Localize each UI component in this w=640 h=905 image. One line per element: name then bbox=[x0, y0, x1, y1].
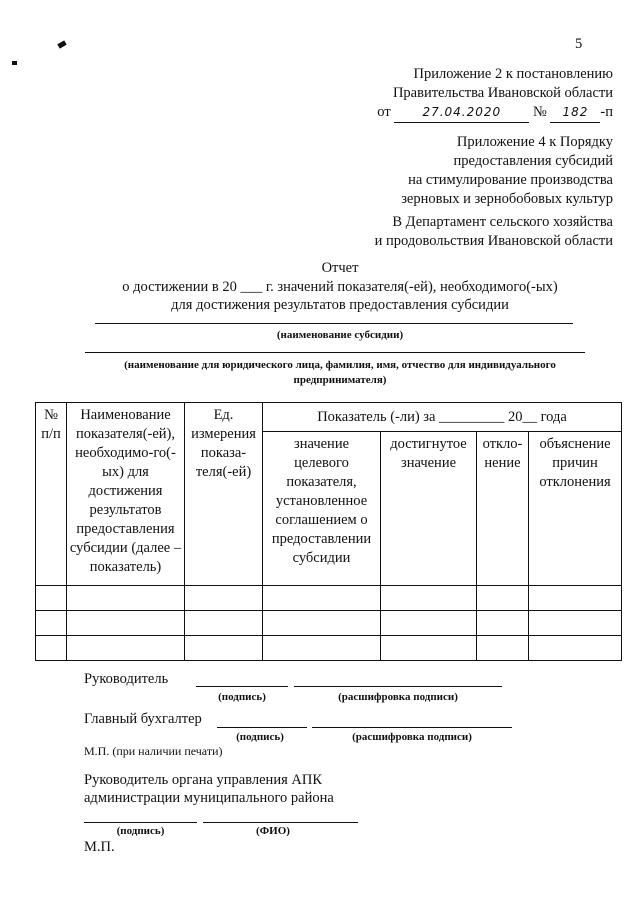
apk-fio-line[interactable] bbox=[203, 822, 358, 823]
cell-reason[interactable] bbox=[529, 636, 622, 661]
apk-fio-caption: (ФИО) bbox=[256, 825, 290, 837]
accountant-decode-line[interactable] bbox=[312, 727, 512, 728]
addressee-line: и продовольствия Ивановской области bbox=[374, 233, 613, 249]
apk-head-line2: администрации муниципального района bbox=[84, 790, 334, 806]
recipient-caption-line2: предпринимателя) bbox=[293, 374, 387, 386]
header-num: № п/п bbox=[36, 403, 67, 586]
cell-unit[interactable] bbox=[185, 636, 263, 661]
report-subtitle-line2: для достижения результатов предоставления субсидии bbox=[171, 297, 509, 313]
head-sign-caption: (подпись) bbox=[218, 691, 266, 703]
accountant-sign-caption: (подпись) bbox=[236, 731, 284, 743]
head-decode-caption: (расшифровка подписи) bbox=[338, 691, 458, 703]
table-row bbox=[36, 611, 622, 636]
cell-num[interactable] bbox=[36, 611, 67, 636]
number-prefix: № bbox=[532, 104, 547, 120]
head-decode-line[interactable] bbox=[294, 686, 502, 687]
accountant-decode-caption: (расшифровка подписи) bbox=[352, 731, 472, 743]
header-indicator-name: Наименование показателя(-ей), необходимо-го(-ых) для достижения результатов предоставления субсидии (далее – показатель) bbox=[67, 403, 185, 586]
appendix-2-line1: Приложение 2 к постановлению bbox=[413, 66, 613, 82]
appendix-2-block bbox=[293, 65, 613, 123]
date-value: 27.04.2020 bbox=[394, 103, 529, 123]
cell-reason[interactable] bbox=[529, 611, 622, 636]
appendix-4-line: зерновых и зернобобовых культур bbox=[401, 191, 613, 207]
cell-target[interactable] bbox=[263, 636, 381, 661]
head-label: Руководитель bbox=[84, 671, 169, 687]
header-achieved-value: достигнутое значение bbox=[381, 432, 477, 586]
header-target-value: значение целевого показателя, установленное соглашением о предоставлении субсидии bbox=[263, 432, 381, 586]
cell-unit[interactable] bbox=[185, 611, 263, 636]
stamp-optional bbox=[84, 744, 222, 758]
page-number: 5 bbox=[575, 36, 583, 52]
date-prefix: от bbox=[377, 104, 391, 120]
header-unit: Ед. измерения показа-теля(-ей) bbox=[185, 403, 263, 586]
scan-mark bbox=[57, 40, 66, 48]
cell-deviation[interactable] bbox=[477, 611, 529, 636]
accountant-label: Главный бухгалтер bbox=[84, 711, 202, 727]
cell-deviation[interactable] bbox=[477, 636, 529, 661]
number-value: 182 bbox=[550, 103, 600, 123]
addressee-block bbox=[273, 213, 613, 251]
number-suffix: -п bbox=[600, 104, 613, 120]
cell-target[interactable] bbox=[263, 586, 381, 611]
cell-target[interactable] bbox=[263, 611, 381, 636]
cell-deviation[interactable] bbox=[477, 586, 529, 611]
appendix-2-date-line bbox=[293, 103, 613, 123]
cell-name[interactable] bbox=[67, 586, 185, 611]
apk-head-line1: Руководитель органа управления АПК bbox=[84, 772, 322, 788]
cell-reason[interactable] bbox=[529, 586, 622, 611]
appendix-2-line2: Правительства Ивановской области bbox=[392, 85, 613, 101]
report-title: Отчет bbox=[321, 260, 359, 276]
report-table bbox=[35, 402, 622, 661]
report-subtitle-line1: о достижении в 20 ___ г. значений показателя(-ей), необходимого(-ых) bbox=[122, 279, 558, 295]
cell-name[interactable] bbox=[67, 611, 185, 636]
appendix-4-line: Приложение 4 к Порядку bbox=[456, 134, 613, 150]
subsidy-caption: (наименование субсидии) bbox=[276, 329, 404, 341]
cell-achieved[interactable] bbox=[381, 611, 477, 636]
apk-stamp: М.П. bbox=[84, 839, 115, 855]
head-signature-line[interactable] bbox=[196, 686, 288, 687]
header-deviation-reason: объяснение причин отклонения bbox=[529, 432, 622, 586]
table-row bbox=[36, 636, 622, 661]
cell-achieved[interactable] bbox=[381, 636, 477, 661]
header-indicator-period: Показатель (-ли) за _________ 20__ года bbox=[263, 403, 622, 432]
cell-unit[interactable] bbox=[185, 586, 263, 611]
stamp-optional-text: М.П. (при наличии печати) bbox=[84, 744, 223, 758]
cell-name[interactable] bbox=[67, 636, 185, 661]
addressee-line: В Департамент сельского хозяйства bbox=[392, 214, 613, 230]
table-row bbox=[36, 586, 622, 611]
apk-sign-caption: (подпись) bbox=[116, 825, 165, 837]
recipient-caption-line1: (наименование для юридического лица, фамилия, имя, отчество для индивидуального bbox=[124, 359, 556, 371]
cell-achieved[interactable] bbox=[381, 586, 477, 611]
appendix-4-block bbox=[293, 133, 613, 209]
recipient-name-line[interactable] bbox=[85, 352, 585, 353]
appendix-4-line: на стимулирование производства bbox=[408, 172, 613, 188]
scan-mark bbox=[12, 61, 17, 65]
accountant-signature-line[interactable] bbox=[217, 727, 307, 728]
appendix-4-line: предоставления субсидий bbox=[453, 153, 613, 169]
cell-num[interactable] bbox=[36, 586, 67, 611]
header-deviation: откло-нение bbox=[477, 432, 529, 586]
cell-num[interactable] bbox=[36, 636, 67, 661]
subsidy-name-line[interactable] bbox=[95, 323, 573, 324]
apk-signature-line[interactable] bbox=[84, 822, 197, 823]
